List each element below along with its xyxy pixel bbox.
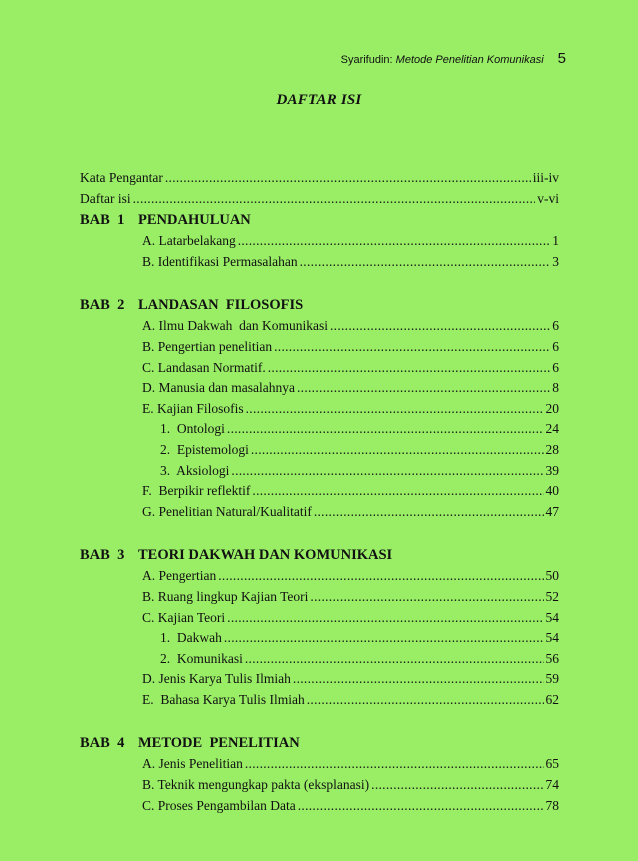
chapter-title: METODE PENELITIAN xyxy=(138,735,300,752)
toc-entry xyxy=(80,337,559,358)
table-of-contents xyxy=(80,168,559,816)
toc-entry-label: D. Jenis Karya Tulis Ilmiah xyxy=(142,671,291,687)
toc-entry-label: 2. Epistemologi xyxy=(160,441,249,457)
page-number: 5 xyxy=(557,50,566,67)
toc-entry-page: 62 xyxy=(545,691,559,707)
toc-entry-page: 74 xyxy=(545,777,559,793)
toc-leader-dots xyxy=(227,419,544,440)
toc-entry xyxy=(80,316,559,337)
toc-entry xyxy=(80,252,559,273)
toc-leader-dots xyxy=(245,754,544,775)
toc-entry-page: 6 xyxy=(552,338,559,354)
toc-entry xyxy=(80,628,559,649)
toc-entry-page: v-vi xyxy=(537,190,559,206)
toc-leader-dots xyxy=(238,231,551,252)
toc-entry xyxy=(80,440,559,461)
toc-entry-label: A. Latarbelakang xyxy=(142,233,236,249)
toc-leader-dots xyxy=(371,775,543,796)
toc-entry-label: 3. Aksiologi xyxy=(160,462,230,478)
toc-leader-dots xyxy=(310,587,543,608)
toc-entry-page: 1 xyxy=(552,233,559,249)
toc-entry-page: iii-iv xyxy=(532,170,559,185)
header-book-title: Metode Penelitian Komunikasi xyxy=(395,54,544,66)
toc-entry-label: B. Ruang lingkup Kajian Teori xyxy=(142,588,309,604)
chapter-title: LANDASAN FILOSOFIS xyxy=(138,297,304,314)
chapter-heading xyxy=(80,209,559,231)
toc-entry-page: 47 xyxy=(545,503,559,519)
toc-entry-page: 20 xyxy=(545,400,559,416)
toc-entry-label: Kata Pengantar xyxy=(80,170,163,185)
toc-entry-label: D. Manusia dan masalahnya xyxy=(142,380,295,396)
chapter-spacer xyxy=(80,272,559,294)
toc-entry-label: A. Ilmu Dakwah dan Komunikasi xyxy=(142,318,328,334)
running-header xyxy=(341,50,566,67)
toc-leader-dots xyxy=(307,690,544,711)
chapter-title: TEORI DAKWAH DAN KOMUNIKASI xyxy=(138,547,393,564)
toc-entry xyxy=(80,775,559,796)
toc-entry xyxy=(80,168,559,189)
chapter-heading xyxy=(80,544,559,566)
toc-leader-dots xyxy=(133,189,536,210)
toc-entry xyxy=(80,358,559,379)
chapter-number: BAB 2 xyxy=(80,297,125,314)
chapter-number: BAB 1 xyxy=(80,212,125,229)
toc-entry xyxy=(80,669,559,690)
toc-entry-page: 3 xyxy=(552,253,559,269)
toc-entry-label: 2. Komunikasi xyxy=(160,650,243,666)
toc-entry-page: 78 xyxy=(545,797,559,813)
toc-leader-dots xyxy=(218,566,543,587)
chapter-title: PENDAHULUAN xyxy=(138,212,251,229)
toc-entry xyxy=(80,399,559,420)
toc-entry xyxy=(80,649,559,670)
toc-entry-label: B. Identifikasi Permasalahan xyxy=(142,253,298,269)
toc-entry-page: 65 xyxy=(545,756,559,772)
toc-entry-page: 54 xyxy=(545,609,559,625)
toc-entry-label: A. Jenis Penelitian xyxy=(142,756,243,772)
toc-leader-dots xyxy=(246,399,544,420)
toc-leader-dots xyxy=(251,440,544,461)
header-text xyxy=(341,54,544,66)
toc-entry-page: 39 xyxy=(545,462,559,478)
header-author: Syarifudin: xyxy=(340,54,393,66)
toc-entry xyxy=(80,690,559,711)
toc-entry-label: A. Pengertian xyxy=(142,568,217,584)
toc-leader-dots xyxy=(224,628,544,649)
toc-entry-label: C. Landasan Normatif. xyxy=(142,359,266,375)
toc-entry xyxy=(80,481,559,502)
toc-leader-dots xyxy=(231,461,543,482)
chapter-heading xyxy=(80,732,559,754)
toc-entry-label: G. Penelitian Natural/Kualitatif xyxy=(142,503,312,519)
chapter-spacer xyxy=(80,710,559,732)
toc-entry xyxy=(80,461,559,482)
toc-leader-dots xyxy=(330,316,550,337)
toc-entry-page: 24 xyxy=(545,421,559,437)
toc-entry xyxy=(80,502,559,523)
toc-leader-dots xyxy=(314,502,544,523)
toc-entry-page: 50 xyxy=(545,568,559,584)
toc-leader-dots xyxy=(298,796,544,817)
toc-leader-dots xyxy=(293,669,544,690)
toc-entry xyxy=(80,231,559,252)
toc-leader-dots xyxy=(245,649,544,670)
toc-leader-dots xyxy=(227,608,543,629)
toc-entry-page: 40 xyxy=(545,483,559,499)
toc-entry xyxy=(80,754,559,775)
page-title: DAFTAR ISI xyxy=(276,92,362,108)
toc-entry-label: 1. Dakwah xyxy=(160,630,222,646)
toc-entry-label: B. Pengertian penelitian xyxy=(142,338,273,354)
toc-entry xyxy=(80,419,559,440)
toc-entry-label: E. Kajian Filosofis xyxy=(142,400,244,416)
toc-leader-dots xyxy=(165,168,531,189)
toc-entry-label: B. Teknik mengungkap pakta (eksplanasi) xyxy=(142,777,370,793)
toc-entry xyxy=(80,566,559,587)
toc-entry xyxy=(80,189,559,210)
toc-entry-page: 52 xyxy=(545,588,559,604)
toc-entry xyxy=(80,796,559,817)
toc-leader-dots xyxy=(252,481,543,502)
toc-entry-page: 54 xyxy=(545,630,559,646)
toc-leader-dots xyxy=(268,358,551,379)
toc-entry-label: C. Kajian Teori xyxy=(142,609,226,625)
toc-entry-label: E. Bahasa Karya Tulis Ilmiah xyxy=(142,691,305,707)
toc-entry-page: 6 xyxy=(552,318,559,334)
toc-entry xyxy=(80,608,559,629)
toc-entry-label: 1. Ontologi xyxy=(160,421,225,437)
chapter-heading xyxy=(80,294,559,316)
toc-entry-page: 56 xyxy=(545,650,559,666)
toc-entry-page: 8 xyxy=(552,380,559,396)
toc-entry-page: 28 xyxy=(545,441,559,457)
toc-entry-label: F. Berpikir reflektif xyxy=(142,483,251,499)
toc-entry xyxy=(80,378,559,399)
toc-entry-page: 59 xyxy=(545,671,559,687)
toc-entry-label: Daftar isi xyxy=(80,190,131,206)
toc-leader-dots xyxy=(300,252,551,273)
chapter-number: BAB 4 xyxy=(80,735,125,752)
toc-entry-label: C. Proses Pengambilan Data xyxy=(142,797,296,813)
chapter-spacer xyxy=(80,522,559,544)
toc-leader-dots xyxy=(274,337,550,358)
toc-entry xyxy=(80,587,559,608)
chapter-number: BAB 3 xyxy=(80,547,125,564)
toc-entry-page: 6 xyxy=(552,359,559,375)
toc-leader-dots xyxy=(297,378,550,399)
